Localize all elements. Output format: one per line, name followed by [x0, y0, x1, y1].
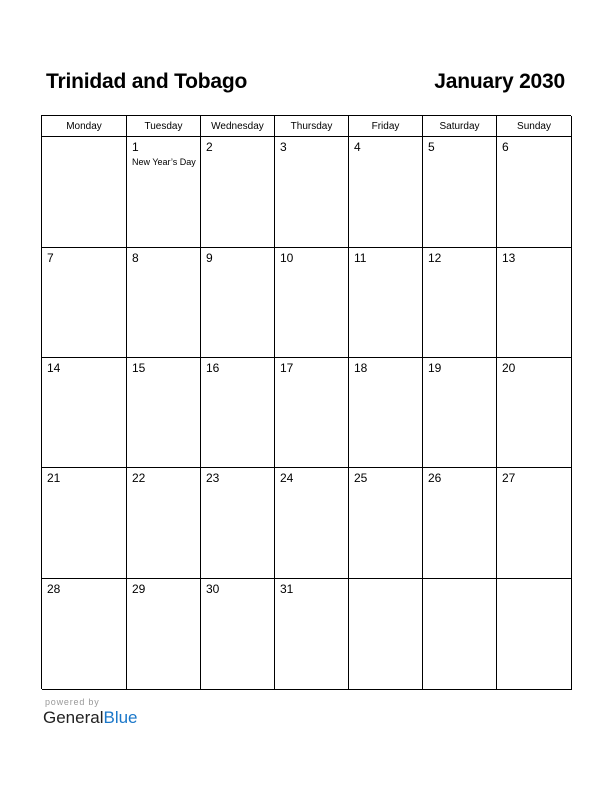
day-number: 10 [280, 251, 294, 265]
weekday-header-thursday: Thursday [275, 116, 349, 137]
weekday-header-tuesday: Tuesday [127, 116, 201, 137]
day-cell [201, 468, 275, 579]
day-number: 6 [502, 140, 509, 154]
day-number: 27 [502, 471, 516, 485]
day-cell [423, 137, 497, 248]
day-number: 24 [280, 471, 294, 485]
day-cell [349, 468, 423, 579]
day-cell [349, 248, 423, 358]
day-cell [349, 358, 423, 468]
day-cell [201, 137, 275, 248]
day-number: 4 [354, 140, 361, 154]
day-cell [497, 137, 572, 248]
day-cell [275, 468, 349, 579]
day-number: 14 [47, 361, 61, 375]
day-number: 8 [132, 251, 139, 265]
day-cell [497, 248, 572, 358]
day-number: 31 [280, 582, 294, 596]
day-cell [275, 579, 349, 690]
day-cell [201, 579, 275, 690]
day-cell [423, 358, 497, 468]
day-cell [127, 468, 201, 579]
weekday-header-monday: Monday [42, 116, 127, 137]
day-number: 1 [132, 140, 139, 154]
brand-logo-blue: Blue [103, 708, 138, 727]
day-number: 5 [428, 140, 435, 154]
day-cell [349, 579, 423, 690]
day-number: 17 [280, 361, 294, 375]
day-number: 25 [354, 471, 368, 485]
day-cell [201, 358, 275, 468]
weekday-header-sunday: Sunday [497, 116, 572, 137]
day-cell [127, 358, 201, 468]
day-cell [497, 579, 572, 690]
day-number: 20 [502, 361, 516, 375]
day-cell [42, 358, 127, 468]
footer-branding[interactable] [43, 697, 138, 728]
day-number: 29 [132, 582, 146, 596]
day-cell [497, 468, 572, 579]
day-cell [127, 248, 201, 358]
day-number: 11 [354, 251, 367, 265]
weekday-header-wednesday: Wednesday [201, 116, 275, 137]
day-cell [42, 248, 127, 358]
day-cell [42, 468, 127, 579]
brand-logo-general: General [43, 708, 104, 727]
day-number: 3 [280, 140, 287, 154]
holiday-label: New Year’s Day [132, 157, 196, 167]
month-title: January 2030 [434, 70, 565, 93]
weekday-header-friday: Friday [349, 116, 423, 137]
day-cell [349, 137, 423, 248]
day-cell [275, 137, 349, 248]
day-cell [42, 137, 127, 248]
day-number: 13 [502, 251, 516, 265]
day-number: 12 [428, 251, 442, 265]
brand-logo[interactable] [43, 708, 138, 728]
day-cell [42, 579, 127, 690]
day-number: 16 [206, 361, 220, 375]
powered-by-text: powered by [45, 697, 100, 707]
day-number: 18 [354, 361, 368, 375]
day-number: 30 [206, 582, 220, 596]
day-cell [127, 579, 201, 690]
day-cell [275, 358, 349, 468]
day-cell [423, 468, 497, 579]
day-cell [423, 579, 497, 690]
day-cell [127, 137, 201, 248]
day-cell [497, 358, 572, 468]
day-number: 26 [428, 471, 442, 485]
day-number: 9 [206, 251, 213, 265]
day-number: 7 [47, 251, 54, 265]
day-number: 22 [132, 471, 146, 485]
day-number: 28 [47, 582, 61, 596]
calendar-grid [41, 115, 571, 689]
day-number: 23 [206, 471, 220, 485]
day-cell [275, 248, 349, 358]
day-number: 21 [47, 471, 61, 485]
day-number: 2 [206, 140, 213, 154]
day-number: 19 [428, 361, 442, 375]
country-title: Trinidad and Tobago [46, 70, 248, 93]
day-cell [423, 248, 497, 358]
day-cell [201, 248, 275, 358]
day-number: 15 [132, 361, 146, 375]
weekday-header-saturday: Saturday [423, 116, 497, 137]
